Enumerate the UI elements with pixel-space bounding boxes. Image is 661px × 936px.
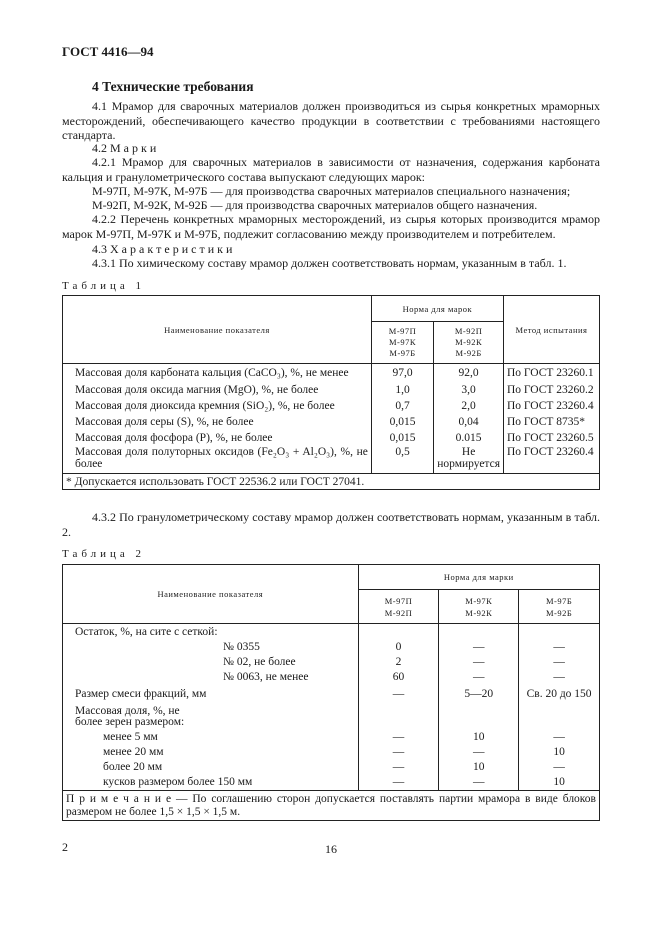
table-2-cell: 10 [439,760,519,775]
table-1-cell: 0,5 [371,446,433,474]
table-2-row-name: менее 5 мм [63,730,359,745]
table-1-mark-92: М-92П М-92К М-92Б [434,322,504,364]
table-2-cell: — [358,760,439,775]
table-1-col-norm: Норма для марок [371,296,503,322]
table-1-method: По ГОСТ 23260.2 [503,382,599,398]
table-2-cell: 2 [358,655,439,670]
table-2-cell: 10 [519,775,600,791]
table-2-cell: — [439,775,519,791]
table-1-cell: 0,04 [434,414,504,430]
table-2-cell: 10 [439,730,519,745]
table-1-method: По ГОСТ 23260.1 [503,364,599,382]
table-2-row-name: Размер смеси фракций, мм [63,685,359,704]
table-1-cell: Не нормируется [434,446,504,474]
page-number-center: 16 [325,842,337,856]
table-1-row-name: Массовая доля карбоната кальция (CaCO₃), %, не менее [63,364,372,382]
table-2-cell: 5—20 [439,685,519,704]
table-1-cell: 1,0 [371,382,433,398]
table-1-cell: 97,0 [371,364,433,382]
table-2-col-name: Наименование показателя [63,565,359,624]
table-2-mark-b: М-97Б М-92Б [519,590,600,624]
document-header: ГОСТ 4416—94 [62,44,154,59]
table-1 [62,295,600,490]
table-2-cell: 10 [519,745,600,760]
paragraph-4-3: 4.3 Х а р а к т е р и с т и к и [92,242,233,256]
table-1-cell: 3,0 [434,382,504,398]
table-2-cell: — [439,655,519,670]
table-2-cell: 60 [358,670,439,685]
table-1-row-name: Массовая доля оксида магния (MgO), %, не более [63,382,372,398]
section-title: 4 Технические требования [92,79,254,94]
paragraph-4-3-1: 4.3.1 По химическому составу мрамор должен соответствовать нормам, указанным в табл. 1. [92,256,567,270]
table-2-cell: — [519,730,600,745]
table-2-cell: — [439,640,519,655]
table-2-caption: Таблица 2 [62,548,146,560]
table-2-cell: — [439,745,519,760]
paragraph-4-2: 4.2 М а р к и [92,141,157,155]
table-2-cell: — [519,760,600,775]
paragraph-4-2-2: 4.2.2 Перечень конкретных мраморных месторождений, из сырья которых производится мрамор марок М-97П, М-97К и М-97Б, подлежит согласованию между производителем и потребителем. [62,212,600,241]
paragraph-4-3-2: 4.3.2 По гранулометрическому составу мрамор должен соответствовать нормам, указанным в табл. 2. [62,510,600,539]
table-2-cell: — [358,775,439,791]
table-1-method: По ГОСТ 23260.4 [503,446,599,474]
table-2-cell: Св. 20 до 150 [519,685,600,704]
paragraph-4-1: 4.1 Мрамор для сварочных материалов должен производиться из сырья конкретных мраморных месторождений, обеспечивающего качество продукции в соответствии с требованиями настоящего стандарта. [62,99,600,142]
paragraph-4-2-1: 4.2.1 Мрамор для сварочных материалов в зависимости от назначения, содержания карбоната кальция и гранулометрического состава выпускают следующих марок: [62,155,600,184]
table-2-row-name: № 02, не более [63,655,359,670]
table-2-row-name: кусков размером более 150 мм [63,775,359,791]
table-2-row-name: № 0063, не менее [63,670,359,685]
table-2-cell: 0 [358,640,439,655]
page-number-left: 2 [62,840,68,854]
table-2-row-name: № 0355 [63,640,359,655]
table-1-cell: 92,0 [434,364,504,382]
table-1-row-name: Массовая доля диоксида кремния (SiO₂), %, не более [63,398,372,414]
table-1-row-name: Массовая доля серы (S), %, не более [63,414,372,430]
table-2-mark-p: М-97П М-92П [358,590,439,624]
table-2-group-title: Остаток, %, на сите с сеткой: [63,624,359,640]
table-2-cell: — [358,730,439,745]
table-1-cell: 0.015 [434,430,504,446]
table-2-group-title: Массовая доля, %, не более зерен размером: [63,704,359,730]
table-1-cell: 0,015 [371,430,433,446]
table-1-caption: Таблица 1 [62,280,146,292]
table-1-method: По ГОСТ 8735* [503,414,599,430]
table-1-cell: 2,0 [434,398,504,414]
table-2-note: П р и м е ч а н и е — По соглашению сторон допускается поставлять партии мрамора в виде блоков размером не более 1,5 × 1,5 × 1,5 м. [63,791,600,821]
table-2-col-norm: Норма для марки [358,565,599,590]
table-2-row-name: более 20 мм [63,760,359,775]
paragraph-marks-special: М-97П, М-97К, М-97Б — для производства сварочных материалов специального назначения; [92,184,571,198]
table-2-cell: — [519,655,600,670]
table-2-cell: — [358,745,439,760]
table-1-method: По ГОСТ 23260.4 [503,398,599,414]
table-1-mark-97: М-97П М-97К М-97Б [371,322,433,364]
paragraph-marks-general: М-92П, М-92К, М-92Б — для производства сварочных материалов общего назначения. [92,198,538,212]
table-2-cell: — [519,670,600,685]
table-1-footnote: * Допускается использовать ГОСТ 22536.2 или ГОСТ 27041. [63,474,600,490]
table-2-mark-k: М-97К М-92К [439,590,519,624]
table-1-col-method: Метод испытания [503,296,599,364]
table-2 [62,564,600,821]
table-1-cell: 0,015 [371,414,433,430]
table-1-row-name: Массовая доля полуторных оксидов (Fe₂O₃ + Al₂O₃), %, не более [63,446,372,474]
table-1-col-name: Наименование показателя [63,296,372,364]
table-2-cell: — [439,670,519,685]
table-2-row-name: менее 20 мм [63,745,359,760]
table-2-cell: — [519,640,600,655]
table-1-method: По ГОСТ 23260.5 [503,430,599,446]
table-1-row-name: Массовая доля фосфора (P), %, не более [63,430,372,446]
table-1-cell: 0,7 [371,398,433,414]
table-2-cell: — [358,685,439,704]
